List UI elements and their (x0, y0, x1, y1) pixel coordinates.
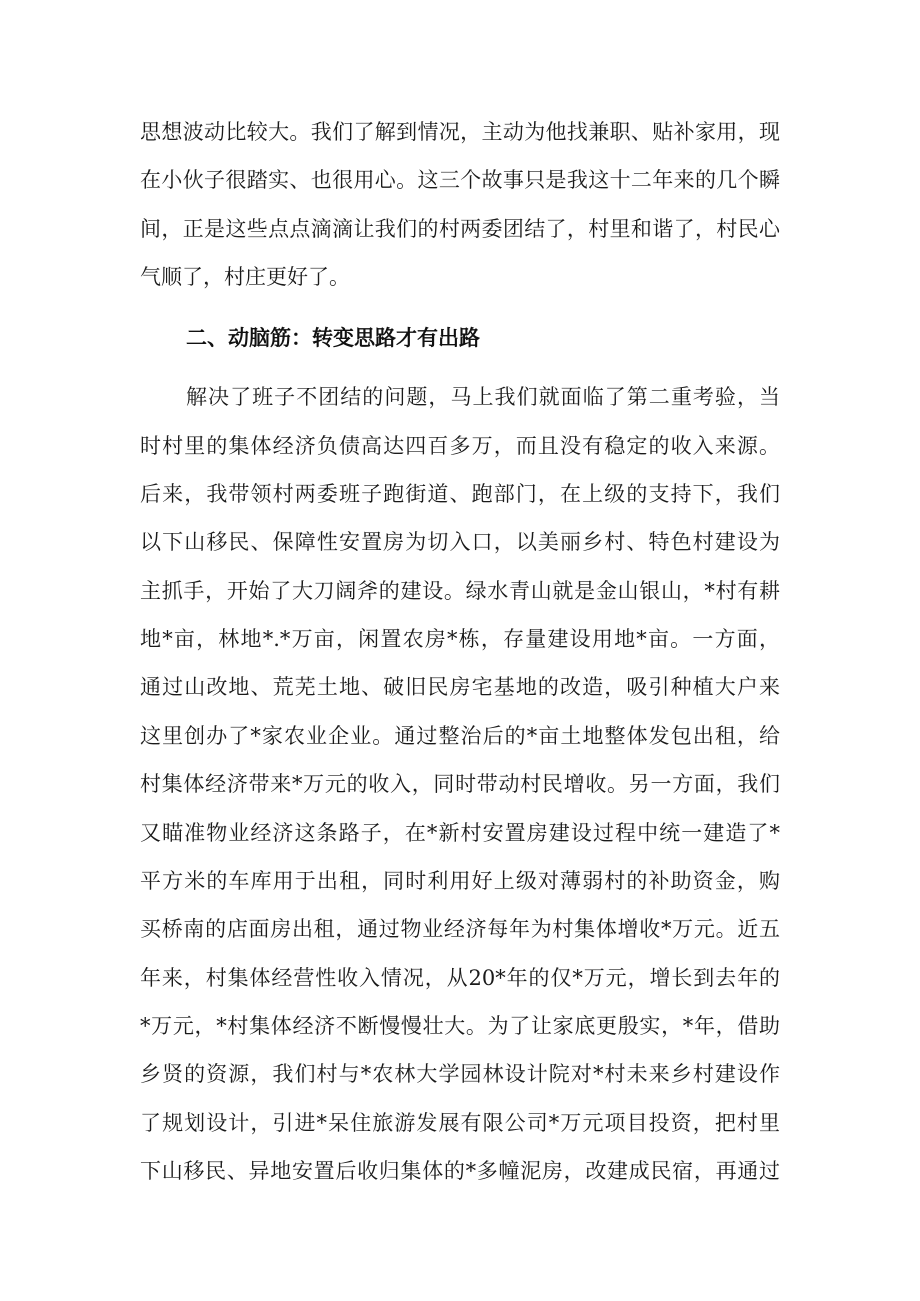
text-line: 以下山移民、保障性安置房为切入口，以美丽乡村、特色村建设为 (140, 530, 780, 554)
text-line: 间，正是这些点点滴滴让我们的村两委团结了，村里和谐了，村民心 (140, 217, 780, 241)
text-line: 村集体经济带来*万元的收入，同时带动村民增收。另一方面，我们 (140, 772, 780, 796)
text-line: *万元，*村集体经济不断慢慢壮大。为了让家底更殷实，*年，借助 (140, 1014, 780, 1038)
text-line: 主抓手，开始了大刀阔斧的建设。绿水青山就是金山银山，*村有耕 (140, 579, 780, 603)
text-line: 下山移民、异地安置后收归集体的*多幢泥房，改建成民宿，再通过 (140, 1159, 780, 1183)
text-line: 买桥南的店面房出租，通过物业经济每年为村集体增收*万元。近五 (140, 917, 780, 941)
text-line: 地*亩，林地*.*万亩，闲置农房*栋，存量建设用地*亩。一方面， (140, 627, 780, 651)
text-line: 气顺了，村庄更好了。 (140, 265, 350, 289)
text-line: 乡贤的资源，我们村与*农林大学园林设计院对*村未来乡村建设作 (140, 1062, 780, 1086)
text-line: 在小伙子很踏实、也很用心。这三个故事只是我这十二年来的几个瞬 (140, 168, 780, 192)
section-heading: 二、动脑筋：转变思路才有出路 (186, 326, 480, 350)
text-line: 时村里的集体经济负债高达四百多万，而且没有稳定的收入来源。 (140, 434, 780, 458)
text-line: 年来，村集体经营性收入情况，从20*年的仅*万元，增长到去年的 (140, 966, 780, 990)
text-line: 了规划设计，引进*呆住旅游发展有限公司*万元项目投资，把村里 (140, 1111, 780, 1135)
text-line: 又瞄准物业经济这条路子，在*新村安置房建设过程中统一建造了* (140, 821, 780, 845)
text-line: 思想波动比较大。我们了解到情况，主动为他找兼职、贴补家用，现 (140, 120, 780, 144)
text-line: 这里创办了*家农业企业。通过整治后的*亩土地整体发包出租，给 (140, 724, 780, 748)
text-line: 后来，我带领村两委班子跑街道、跑部门，在上级的支持下，我们 (140, 482, 780, 506)
text-line: 平方米的车库用于出租，同时利用好上级对薄弱村的补助资金，购 (140, 869, 780, 893)
text-line: 通过山改地、荒芜土地、破旧民房宅基地的改造，吸引种植大户来 (140, 675, 780, 699)
text-line: 解决了班子不团结的问题，马上我们就面临了第二重考验，当 (186, 385, 780, 409)
